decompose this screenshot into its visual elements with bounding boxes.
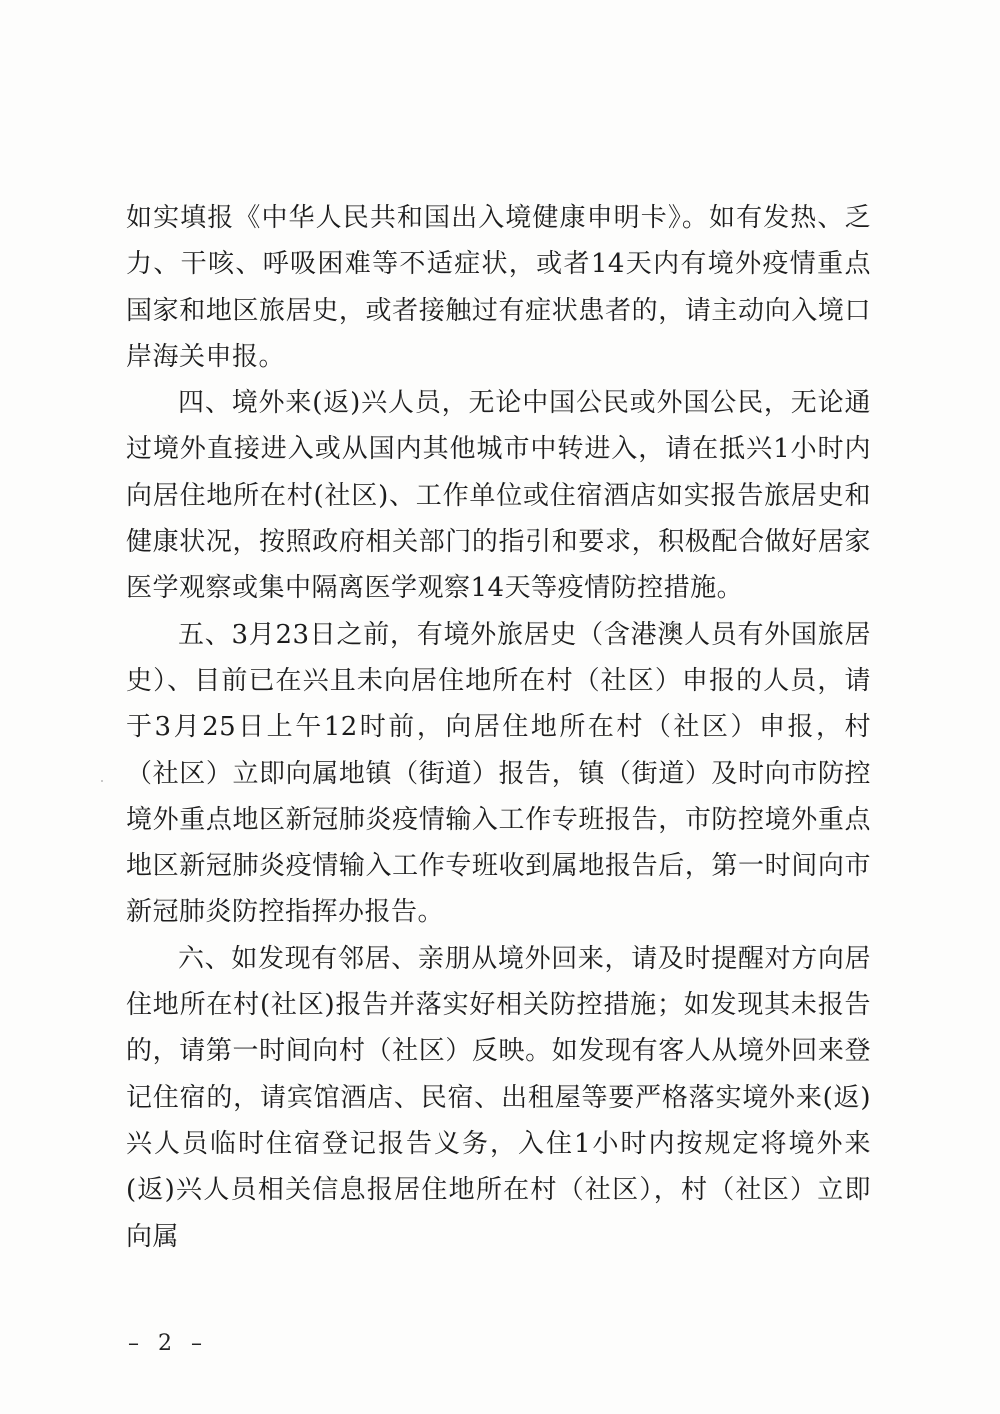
paragraph-item-five: 五、3月23日之前，有境外旅居史（含港澳人员有外国旅居史）、目前已在兴且未向居住地所在村（社区）申报的人员，请于3月25日上午12时前，向居住地所在村（社区）申报，村（社区）立即向属地镇（街道）报告，镇（街道）及时向市防控境外重点地区新冠肺炎疫情输入工作专班报告，市防控境外重点地区新冠肺炎疫情输入工作专班收到属地报告后，第一时间向市新冠肺炎防控指挥办报告。 — [126, 619, 871, 928]
paragraph-item-four: 四、境外来(返)兴人员，无论中国公民或外国公民，无论通过境外直接进入或从国内其他城市中转进入，请在抵兴1小时内向居住地所在村(社区)、工作单位或住宿酒店如实报告旅居史和健康状况，按照政府相关部门的指引和要求，积极配合做好居家医学观察或集中隔离医学观察14天等疫情防控措施。 — [126, 388, 871, 604]
scan-speck — [101, 780, 103, 782]
page-number: – 2 – — [128, 1331, 208, 1356]
paragraph-item-six: 六、如发现有邻居、亲朋从境外回来，请及时提醒对方向居住地所在村(社区)报告并落实好相关防控措施；如发现其未报告的，请第一时间向村（社区）反映。如发现有客人从境外回来登记住宿的，请宾馆酒店、民宿、出租屋等要严格落实境外来(返)兴人员临时住宿登记报告义务，入住1小时内按规定将境外来(返)兴人员相关信息报居住地所在村（社区），村（社区）立即向属 — [126, 943, 871, 1252]
document-body — [126, 195, 871, 1260]
paragraph-continuation: 如实填报《中华人民共和国出入境健康申明卡》。如有发热、乏力、干咳、呼吸困难等不适症状，或者14天内有境外疫情重点国家和地区旅居史，或者接触过有症状患者的，请主动向入境口岸海关申报。 — [126, 203, 871, 372]
